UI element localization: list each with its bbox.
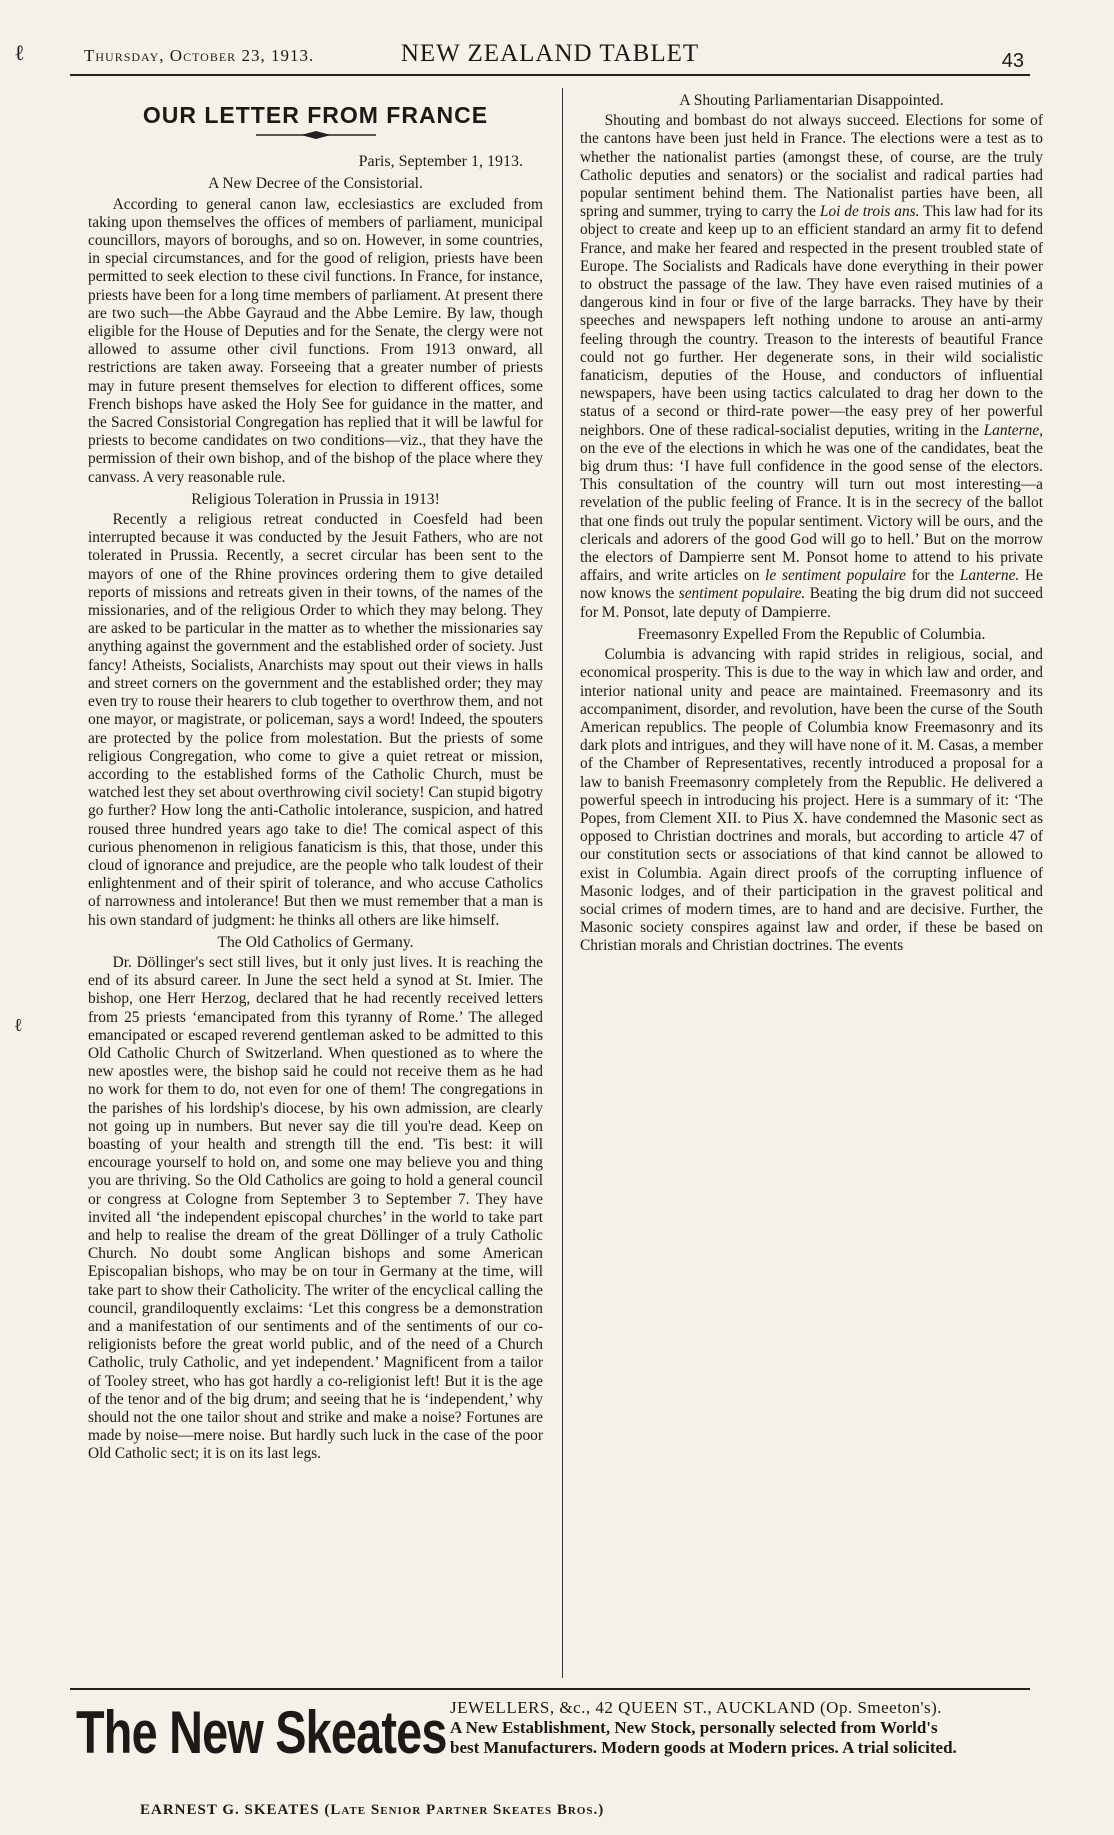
page-header bbox=[70, 38, 1030, 76]
section-heading-old-catholics: The Old Catholics of Germany. bbox=[217, 933, 414, 951]
paragraph-shouting bbox=[580, 112, 1043, 622]
paragraph-freemasonry: Columbia is advancing with rapid strides in religious, social, and economical prosperity. This is due to the way in which law and order, and interior national unity and peace are maintained. Freemasonry and its accompaniment, disorder, and revolution, have been the curse of the South American republics. The people of Columbia know Freemasonry and its dark plots and intrigues, and they will have none of it. M. Casas, a member of the Chamber of Representatives, recently introduced a proposal for a law to banish Freemasonry completely from the Republic. He delivered a powerful speech in introducing his project. Here is a summary of it: ‘The Popes, from Clement XII. to Pius X. have condemned the Masonic sect as opposed to Christian doctrines and morals, but according to article 47 of our constitution sects or associations of that kind cannot be allowed to exist in Columbia. Again direct proofs of the corrupting influence of Masonic lodges, and of their participation in the gravest political and social crimes of modern times, are to hand and are decisive. Further, the Masonic society conspires against law and order, if these be based on Christian morals and Christian doctrines. The events bbox=[580, 646, 1043, 955]
shouting-text-1: This law had for its object to create and keep up to an efficient standard an army fit to defend France, and make her feared and respected in the present troubled state of Europe. The Socialists and Radicals have done everything in their power to obstruct the passage of the law. They have even raised mutinies of a dangerous kind in four or five of the large barracks. They have by their speeches and newspapers left nothing undone to arouse an anti-army feeling through the country. Treason to the interests of beautiful France could not go further. Her degenerate sons, in their wild socialistic fanaticism, deputies of the House, and conductors of influential newspapers, have been using tactics calculated to drag her down to the status of a second or third-rate power—the easy prey of her powerful neighbors. One of these radical-socialist deputies, writing in the bbox=[580, 203, 1043, 439]
shouting-italic-3: le sentiment populaire bbox=[765, 567, 906, 585]
headline-ornament-icon bbox=[88, 130, 543, 141]
advert-brand: The New Skeates bbox=[76, 1699, 447, 1766]
advert-line-2: A New Establishment, New Stock, personally selected from World's bbox=[450, 1718, 938, 1737]
section-heading-shouting: A Shouting Parliamentarian Disappointed. bbox=[679, 92, 944, 109]
shouting-text-3: for the bbox=[911, 567, 955, 585]
advertisement bbox=[70, 1688, 1030, 1820]
advert-line-3: best Manufacturers. Modern goods at Modern prices. A trial solicited. bbox=[450, 1738, 957, 1757]
shouting-text-2: on the eve of the elections in which he was one of the candidates, beat the big drum thus: ‘I have full confidence in the good sense of the electors. This consultation of the country will turn out most interesting—a revelation of the public feeling of France. It is in the secrecy of the ballot that one finds out truly the popular sentiment. Victory will be ours, and the clericals and adorers of the good God will go to hell.’ But on the morrow the electors of Dampierre sent M. Ponsot home to attend to his private affairs, and write articles on bbox=[580, 439, 1043, 585]
newspaper-title: NEW ZEALAND TABLET bbox=[400, 40, 700, 67]
paragraph-prussia: Recently a religious retreat conducted in Coesfeld had been interrupted because it was conducted by the Jesuit Fathers, who are not tolerated in Prussia. Recently, a secret circular has been sent to the mayors of one of the Rhine provinces ordering them to give detailed reports of missions and retreats given in their towns, of the names of the missionaries, and of the religious Order to which they may belong. They are asked to be particular in the matter as to whether the missionaries say anything against the government and the established order of society. Just fancy! Atheists, Socialists, Anarchists may spout out their views in halls and street corners on the government and the established order; they may even try to rouse their hearers to club together to overthrow them, and not one mayor, or magistrate, or policeman, says a word! Indeed, the spouters are protected by the police from molestation. But the priests of some religious Congregation, who come to give a quiet retreat or mission, according to the established forms of the Catholic Church, must be watched lest they set about overthrowing civil society! Can stupid bigotry go further? How long the anti-Catholic intolerance, suspicion, and hatred roused three hundred years ago take to die! The comical aspect of this curious phenomenon in religious fanaticism is this, that those, under this cloud of ignorance and prejudice, are the people who talk loudest of their enlightenment and of their spirit of tolerance, and who accuse Catholics of narrowness and intolerance! But then we must remember that a man is his own standard of judgment: he thinks all others are like himself. bbox=[88, 511, 543, 929]
column-divider bbox=[562, 88, 563, 1678]
page-number: 43 bbox=[1001, 50, 1024, 72]
article-headline: OUR LETTER FROM FRANCE bbox=[142, 102, 489, 128]
paragraph-consistorial: According to general canon law, ecclesiastics are excluded from taking upon themselves the offices of members of parliament, municipal councillors, mayors of boroughs, and so on. However, in some countries, in special circumstances, and for the good of religion, priests have been permitted to seek election to these civil functions. In France, for instance, priests have been for a long time members of parliament. At present there are two such—the Abbe Gayraud and the Abbe Lemire. By law, though eligible for the House of Deputies and for the Senate, the clergy were not allowed to assume other civil functions. From 1913 onward, all restrictions are taken away. Forseeing that a greater number of priests may in future present themselves for election to different offices, some French bishops have asked the Holy See for guidance in the matter, and the Sacred Consistorial Congregation has replied that it will be lawful for priests to become candidates on two conditions—viz., that they have the permission of their own bishop, and of the bishop of the place where they canvass. A very reasonable rule. bbox=[88, 195, 543, 486]
shouting-text-5: Beating the big drum did not succeed for M. Ponsot, late deputy of Dampierre. bbox=[580, 585, 1043, 621]
advert-line-1: JEWELLERS, &c., 42 QUEEN ST., AUCKLAND (Op. Smeeton's). bbox=[450, 1698, 943, 1717]
shouting-italic-5: sentiment populaire. bbox=[678, 585, 806, 603]
paragraph-old-catholics: Dr. Döllinger's sect still lives, but it only just lives. It is reaching the end of its absurd career. In June the sect held a synod at St. Imier. The bishop, one Herr Herzog, declared that he had recently received letters from 25 priests ‘emancipated from this tyranny of Rome.’ The alleged emancipated or escaped reverend gentleman asked to be admitted to this Old Catholic Church of Switzerland. When questioned as to where the new apostles were, the bishop said he could not receive them as he had no work for them to do, not even for one of them! The congregations in the parishes of his lordship's diocese, by his own admission, are clearly not going up in numbers. But never say die till you're dead. Keep on boasting of your health and strength till the end. 'Tis best: it will encourage yourself to hold on, and some one may believe you and thing you are thriving. So the Old Catholics are going to hold a general council or congress at Cologne from September 3 to September 7. They have invited all ‘the independent episcopal churches’ in the world to take part and help to realise the dream of the great Döllinger of a truly Catholic Church. No doubt some Anglican bishops and some American Episcopalian bishops, who may be on tour in Germany at the time, will take part to show their Catholicity. The writer of the encyclical calling the council, grandiloquently exclaims: ‘Let this congress be a demonstration and a manifestation of our sentiments and of the sentiments of our co-religionists before the great world public, and of the need of a Church Catholic, truly Catholic, and yet independent.’ Magnificent from a tailor of Tooley street, who has got hardly a co-religionist left! But it is the age of the tenor and of the big drum; and seeing that he is ‘independent,’ why should not the one tailor shout and strike and make a noise? Fortunes are made by noise—mere noise. But hardly such luck in the case of the poor Old Catholic sect; it is on its last legs. bbox=[88, 953, 543, 1463]
margin-mark-top: ℓ bbox=[14, 40, 25, 65]
section-heading-freemasonry: Freemasonry Expelled From the Republic of Columbia. bbox=[637, 625, 986, 643]
issue-date: Thursday, October 23, 1913. bbox=[84, 46, 315, 65]
shouting-text-0: Shouting and bombast do not always succeed. Elections for some of the cantons have been just held in France. The elections were a test as to whether the nationalist parties (amongst these, of course, are the truly Catholic deputies and senators) or the socialist and radical parties had popular sentiment behind them. The Nationalist parties have been, all spring and summer, trying to carry the bbox=[580, 112, 1043, 221]
article-dateline: Paris, September 1, 1913. bbox=[358, 153, 523, 171]
advert-text bbox=[450, 1698, 1030, 1758]
advert-proprietor: EARNEST G. SKEATES (Late Senior Partner Skeates Bros.) bbox=[140, 1802, 605, 1818]
shouting-text-4: He now knows the bbox=[580, 567, 1043, 603]
shouting-italic-2: Lanterne, bbox=[983, 421, 1043, 439]
shouting-italic-1: Loi de trois ans. bbox=[819, 203, 920, 221]
margin-mark-middle: ℓ bbox=[14, 1015, 23, 1035]
shouting-italic-4: Lanterne. bbox=[959, 567, 1020, 585]
section-heading-consistorial: A New Decree of the Consistorial. bbox=[208, 175, 423, 193]
column-left bbox=[88, 88, 543, 1678]
column-right bbox=[580, 88, 1043, 1678]
section-heading-prussia: Religious Toleration in Prussia in 1913! bbox=[191, 490, 440, 508]
